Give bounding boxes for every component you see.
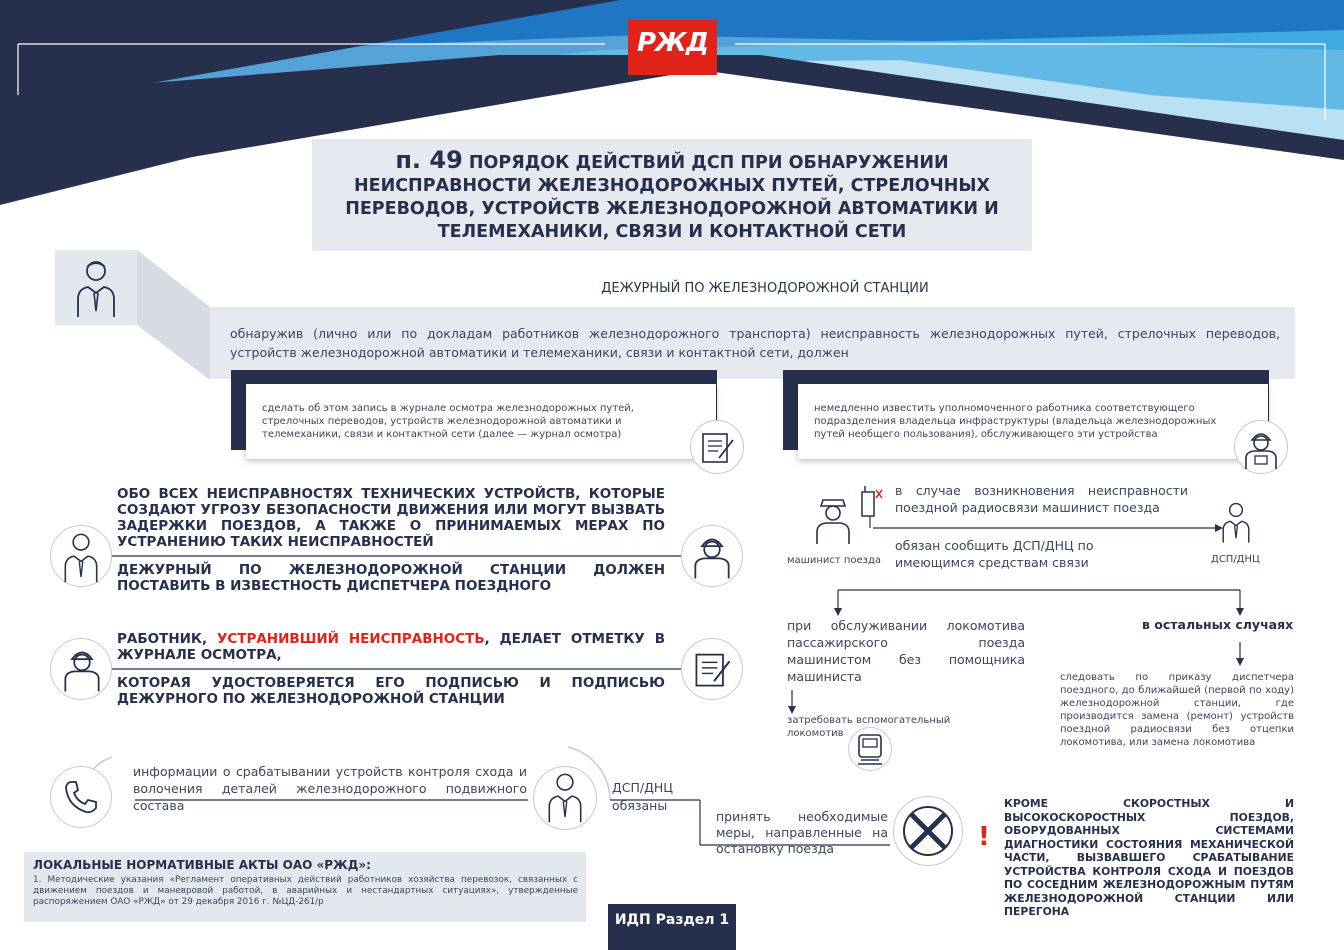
journal-icon [693,648,733,690]
block1-arrow [40,518,760,596]
driver-icon [815,496,851,546]
page-title [312,146,1032,244]
role-label: ДЕЖУРНЫЙ ПО ЖЕЛЕЗНОДОРОЖНОЙ СТАНЦИИ [601,281,929,296]
warning-mark: ! [978,822,990,852]
driver-label: машинист поезда [787,555,882,566]
card-left-text: сделать об этом запись в журнале осмотра железнодорожных путей, стрелочных переводов, устройств железнодорожной автоматики и телемеханики, связи и контактной сети (далее — журнал осмотра) [262,403,634,440]
worker-icon [74,257,118,319]
locomotive-icon [855,732,885,766]
radio-aux: затребовать вспомогательный локомотив [787,715,951,739]
block3-dsp: ДСП/ДНЦ [612,780,673,795]
radio-icon [858,484,884,520]
title-box [312,139,1032,251]
radio-other-title: в остальных случаях [1142,617,1294,632]
block2-top-text: РАБОТНИК, УСТРАНИВШИЙ НЕИСПРАВНОСТЬ, ДЕЛАЕТ ОТМЕТКУ В ЖУРНАЛЕ ОСМОТРА, [117,631,665,663]
radio-other-text: следовать по приказу диспетчера поездного, до ближайшей (первой по ходу) железнодорожной станции, где производится замена (ремонт) устройств поездной радиосвязи без отцепки локомотива, или замена локомотива [1060,672,1294,748]
dsp-label: ДСП/ДНЦ [1211,554,1260,565]
block2-bottom-text: КОТОРАЯ УДОСТОВЕРЯЕТСЯ ЕГО ПОДПИСЬЮ И ПОДПИСЬЮ ДЕЖУРНОГО ПО ЖЕЛЕЗНОДОРОЖНОЙ СТАНЦИИ [117,675,665,707]
helmet-worker-icon [1243,426,1279,470]
warning-text: КРОМЕ СКОРОСТНЫХ И ВЫСОКОСКОРОСТНЫХ ПОЕЗДОВ, ОБОРУДОВАННЫХ СИСТЕМАМИ ДИАГНОСТИКИ СОСТОЯНИЯ МЕХАНИЧЕСКОЙ ЧАСТИ, ВЫЗВАВШЕГО СРАБАТЫВАНИЕ УСТРОЙСТВА КОНТРОЛЯ СХОДА И ПОЕЗДОВ ПО СОСЕДНИМ ЖЕЛЕЗНОДОРОЖНЫМ ПУТЯМ ЖЕЛЕЗНОДОРОЖНОЙ СТАНЦИИ ИЛИ ПЕРЕГОНА [1004,797,1294,918]
notes-title: ЛОКАЛЬНЫЕ НОРМАТИВНЫЕ АКТЫ ОАО «РЖД»: [33,858,371,872]
stop-sign-icon [901,804,955,858]
block3-action: принять необходимые меры, направленные на остановку поезда [716,809,888,856]
block3-obliged: обязаны [612,798,668,813]
block1-bottom-text: ДЕЖУРНЫЙ ПО ЖЕЛЕЗНОДОРОЖНОЙ СТАНЦИИ ДОЛЖЕН ПОСТАВИТЬ В ИЗВЕСТНОСТЬ ДИСПЕТЧЕРА ПОЕЗДНОГО [117,562,665,594]
card-right-text: немедленно известить уполномоченного работника соответствующего подразделения владельца инфраструктуры (владельца железнодорожных путей необщего пользования), обслуживающего эти устройства [814,403,1217,440]
block2-arrow [40,630,760,710]
title-text: ПОРЯДОК ДЕЙСТВИЙ ДСП ПРИ ОБНАРУЖЕНИИ НЕИСПРАВНОСТИ ЖЕЛЕЗНОДОРОЖНЫХ ПУТЕЙ, СТРЕЛОЧНЫХ ПЕРЕВОДОВ, УСТРОЙСТВ ЖЕЛЕЗНОДОРОЖНОЙ АВТОМАТИКИ И ТЕЛЕМЕХАНИКИ, СВЯЗИ И КОНТАКТНОЙ СЕТИ [345,153,999,242]
block1-top-text: ОБО ВСЕХ НЕИСПРАВНОСТЯХ ТЕХНИЧЕСКИХ УСТРОЙСТВ, КОТОРЫЕ СОЗДАЮТ УГРОЗУ БЕЗОПАСНОСТИ ДВИЖЕНИЯ ИЛИ МОГУТ ВЫЗВАТЬ ЗАДЕРЖКИ ПОЕЗДОВ, А ТАКЖЕ О ПРИНИМАЕМЫХ МЕРАХ ПО УСТРАНЕНИЮ ТАКИХ НЕИСПРАВНОСТЕЙ [117,486,665,550]
helmet-worker-icon [62,643,102,693]
worker-icon [545,770,585,824]
intro-text: обнаружив (лично или по докладам работников железнодорожного транспорта) неисправность железнодорожных путей, стрелочных переводов, устройств железнодорожной автоматики и телемеханики, связи и контактной сети, должен [230,326,1280,360]
worker-icon [60,530,102,584]
journal-icon [700,428,736,466]
radio-condition: в случае возникновения неисправности поездной радиосвязи машинист поезда [895,483,1188,515]
footer-section-tab: ИДП Раздел 1 [608,904,736,950]
radio-passenger: при обслуживании локомотива пассажирского поезда машинистом без помощника машиниста [787,618,1025,684]
title-number: п. 49 [395,146,463,174]
helmet-worker-icon [692,530,732,580]
notes-item-1: 1. Методические указания «Регламент оперативных действий работников хозяйства перевозок, связанных с движением поездов и маневровой работой, в аварийных и нестандартных ситуациях», утвержденные распоряжением ОАО «РЖД» от 29 декабря 2016 г. №ЦД-261/р [33,875,578,907]
block3-info-text: информации о срабатывании устройств контроля схода и волочения деталей железнодорожного подвижного состава [133,764,527,813]
highlight-red: УСТРАНИВШИЙ НЕИСПРАВНОСТЬ [216,631,485,647]
worker-icon [1220,500,1252,544]
phone-icon [62,778,100,816]
radio-must: обязан сообщить ДСП/ДНЦ по имеющимся средствам связи [895,538,1094,570]
rzd-logo: РЖД [628,20,717,75]
